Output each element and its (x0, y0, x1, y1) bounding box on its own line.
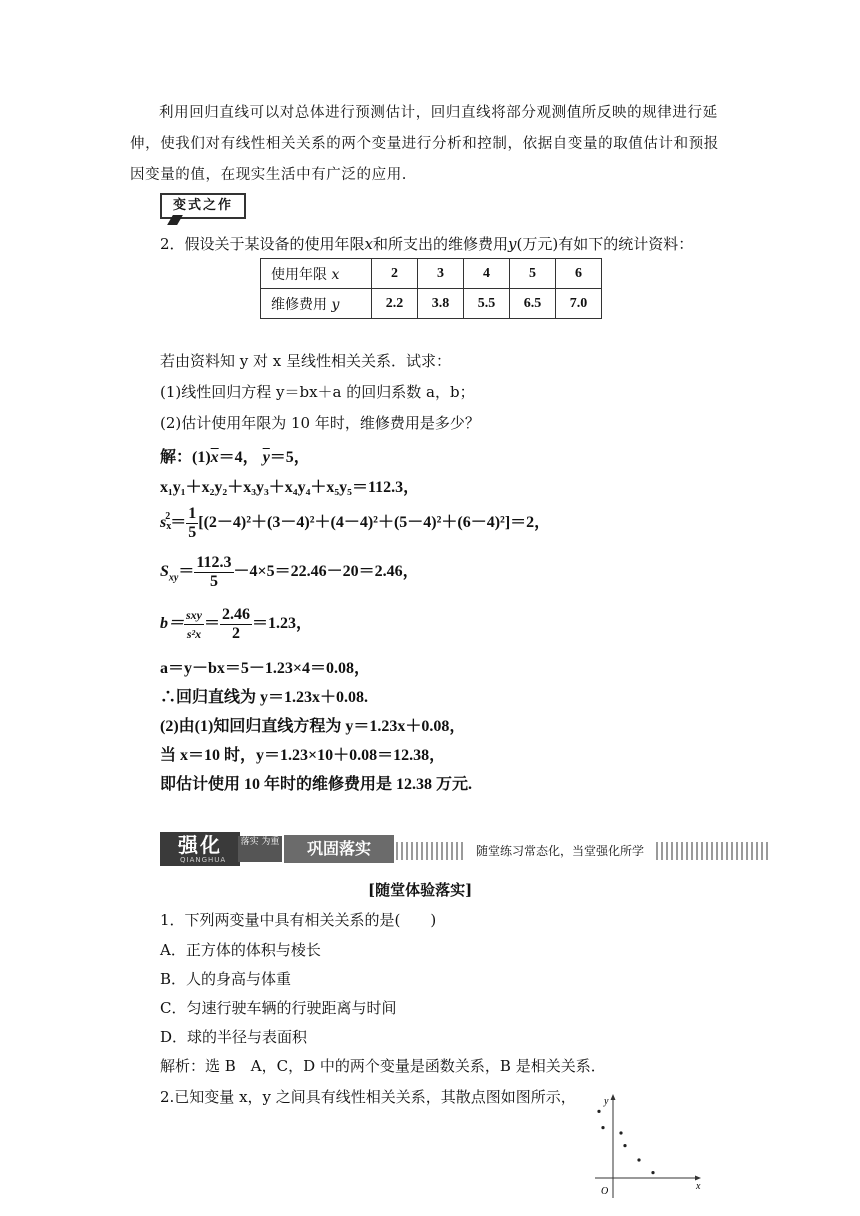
origin-label: O (601, 1186, 609, 1197)
table-cell: 6 (556, 259, 602, 289)
question-1: (1)线性回归方程 y＝bx＋a 的回归系数 a，b； (160, 383, 475, 401)
table-row (261, 289, 602, 319)
table-cell: 4 (464, 259, 510, 289)
y-axis-label: y (604, 1096, 609, 1107)
x-axis-arrow (695, 1176, 701, 1181)
q2-stem: 2.已知变量 x，y 之间具有线性相关关系，其散点图如图所示， (160, 1088, 576, 1106)
q1-option-c: C．匀速行驶车辆的行驶距离与时间 (160, 999, 397, 1017)
scatter-point (601, 1126, 604, 1129)
intro-paragraph: 利用回归直线可以对总体进行预测估计，回归直线将部分观测值所反映的规律进行延伸，使我们对有线性相关关系的两个变量进行分析和控制，依据自变量的取值估计和预报因变量的值，在现实生活中有广泛的应用. (130, 105, 719, 183)
solution-line-5: b＝ $\frac{\text{sxy}}{\text{s²x}}$ ＝ $\frac{2.46}{2}$ ＝1.23， (160, 606, 313, 642)
solution-line-8: (2)由(1)知回归直线方程为 y＝1.23x＋0.08， (160, 718, 466, 735)
scatter-point (637, 1158, 640, 1161)
q1-option-a: A．正方体的体积与棱长 (160, 941, 321, 959)
banner-main-label: 强化 (160, 832, 240, 866)
scatter-points (597, 1110, 654, 1174)
table-header-years: 使用年限 x (261, 259, 372, 289)
question-2: (2)估计使用年限为 10 年时，维修费用是多少？ (160, 414, 480, 432)
scatter-point (623, 1144, 626, 1147)
q1-analysis: 解析：选 B A，C，D 中的两个变量是函数关系，B 是相关关系． (160, 1057, 606, 1075)
banner-slogan: 随堂练习常态化，当堂强化所学 (466, 842, 654, 860)
solution-line-2: x₁y₁＋x₂y₂＋x₃y₃＋x₄y₄＋x₅y₅＝112.3， (160, 479, 420, 496)
section-title: [随堂体验落实] (368, 881, 473, 899)
scatter-point (597, 1110, 600, 1113)
table-cell: 5 (510, 259, 556, 289)
table-cell: 2.2 (372, 289, 418, 319)
solution-line-10: 即估计使用 10 年时的维修费用是 12.38 万元. (160, 776, 473, 793)
banner-pinyin: QIANGHUA (180, 856, 227, 864)
table-row (261, 259, 602, 289)
y-axis-arrow (611, 1094, 616, 1100)
table-header-costs: 维修费用 y (261, 289, 372, 319)
banner-second-label: 巩固落实 (284, 835, 394, 863)
solution-line-7: ∴回归直线为 y＝1.23x＋0.08. (160, 689, 369, 706)
banner-small-label: 落实 为重 (238, 836, 282, 862)
q1-stem: 1．下列两变量中具有相关关系的是( ) (160, 911, 437, 929)
given-condition: 若由资料知 y 对 x 呈线性相关关系．试求： (160, 352, 452, 370)
table-cell: 3 (418, 259, 464, 289)
x-axis-label: x (696, 1181, 701, 1192)
q1-option-b: B．人的身高与体重 (160, 970, 292, 988)
table-cell: 6.5 (510, 289, 556, 319)
scatter-plot (585, 1090, 710, 1205)
table-cell: 3.8 (418, 289, 464, 319)
solution-line-4: $S_{xy}=$ $\frac{112.3}{5}$ －4×5＝22.46－20＝2.46， (160, 554, 419, 590)
q1-option-d: D．球的半径与表面积 (160, 1028, 308, 1046)
solution-line-9: 当 x＝10 时，y＝1.23×10＋0.08＝12.38， (160, 747, 446, 764)
variant-practice-badge: 变式之作 (160, 193, 246, 219)
statistics-table (260, 258, 602, 319)
scatter-point (651, 1171, 654, 1174)
table-cell: 5.5 (464, 289, 510, 319)
problem-2-statement: 2．假设关于某设备的使用年限x和所支出的维修费用y(万元)有如下的统计资料： (160, 235, 694, 253)
table-cell: 2 (372, 259, 418, 289)
solution-line-6: a＝y－bx＝5－1.23×4＝0.08， (160, 660, 371, 677)
solution-line-3: $sx^2=$ $\frac{1}{5}$ [(2－4)²＋(3－4)²＋(4－4)²＋(5－4)²＋(6－4)²]＝2， (160, 505, 551, 541)
scatter-point (619, 1131, 622, 1134)
table-cell: 7.0 (556, 289, 602, 319)
reinforcement-banner (160, 832, 768, 866)
solution-line-1: 解：$(1)\overline{x}=4$， $\overline{y}=5$， (160, 449, 310, 466)
